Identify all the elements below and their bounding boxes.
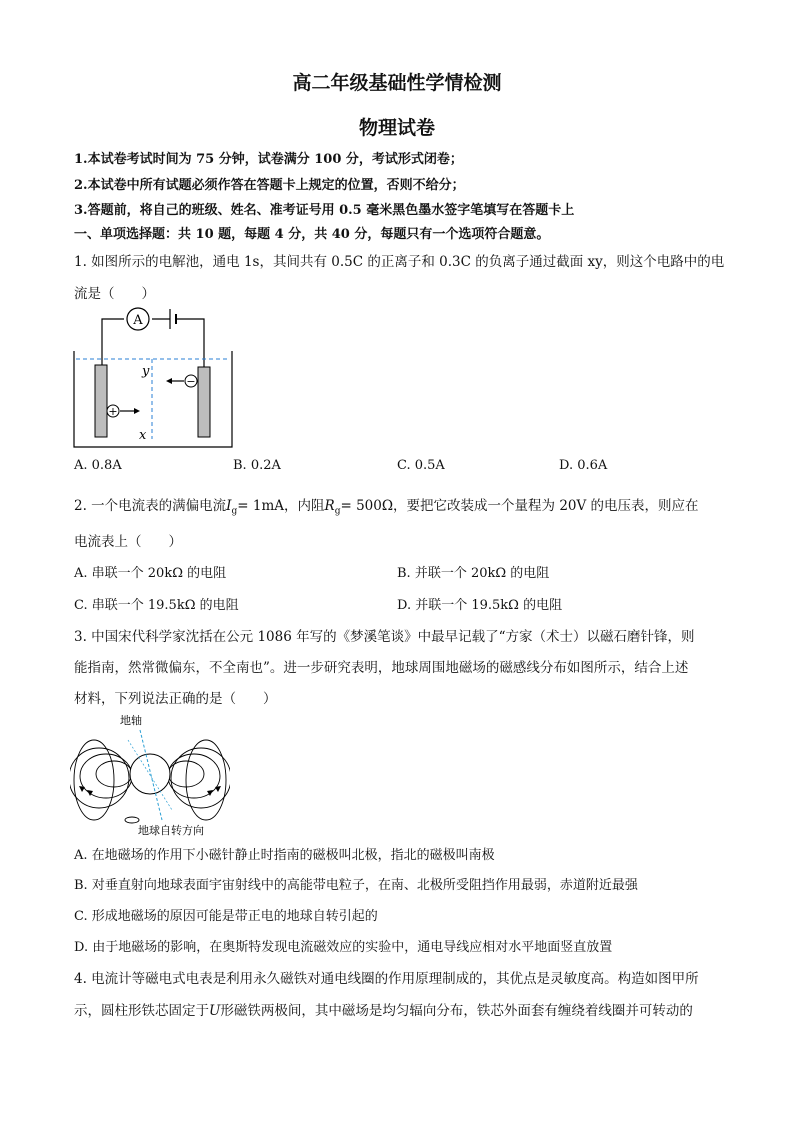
q2-stem-line1: 2. 一个电流表的满偏电流$I_g= 1mA$，内阻$R_g= 500\Omega$，要把它改装成一个量程为 20V 的电压表，则应在 bbox=[74, 498, 699, 517]
ammeter-icon bbox=[127, 308, 149, 330]
q2-option-c[interactable]: C. 串联一个 19.5kΩ 的电阻 bbox=[74, 598, 239, 613]
q1-option-d[interactable]: D. 0.6A bbox=[559, 458, 608, 473]
q3-option-d[interactable]: D. 由于地磁场的影响，在奥斯特发现电流磁效应的实验中，通电导线应相对水平地面竖直放置 bbox=[74, 940, 613, 955]
q1-option-b[interactable]: B. 0.2A bbox=[233, 458, 281, 473]
note-1: 1.本试卷考试时间为 75 分钟，试卷满分 100 分，考试形式闭卷； bbox=[74, 152, 463, 167]
q3-stem-line1: 3. 中国宋代科学家沈括在公元 1086 年写的《梦溪笔谈》中最早记载了“方家（术士）以磁石磨针锋，则 bbox=[74, 629, 695, 645]
q1-stem-line1: 1. 如图所示的电解池，通电 1s，其间共有 0.5C 的正离子和 0.3C 的负离子通过截面 xy，则这个电路中的电 bbox=[74, 254, 725, 270]
q3-option-a[interactable]: A. 在地磁场的作用下小磁针静止时指南的磁极叫北极，指北的磁极叫南极 bbox=[74, 848, 495, 863]
q4-stem-line1: 4. 电流计等磁电式电表是利用永久磁铁对通电线圈的作用原理制成的，其优点是灵敏度高。构造如图甲所 bbox=[74, 971, 699, 987]
q3-option-c[interactable]: C. 形成地磁场的原因可能是带正电的地球自转引起的 bbox=[74, 909, 378, 924]
q2-stem-line2: 电流表上（ ） bbox=[74, 534, 182, 550]
note-2: 2.本试卷中所有试题必须作答在答题卡上规定的位置，否则不给分； bbox=[74, 178, 465, 193]
q3-stem-line3: 材料，下列说法正确的是（ ） bbox=[74, 691, 277, 707]
label-x: x bbox=[139, 428, 147, 443]
q2-option-a[interactable]: A. 串联一个 20kΩ 的电阻 bbox=[74, 566, 227, 581]
q2-option-d[interactable]: D. 并联一个 19.5kΩ 的电阻 bbox=[397, 598, 563, 613]
q4-stem-line2: 示，圆柱形铁芯固定于U形磁铁两极间，其中磁场是均匀辐向分布，铁芯外面套有缠绕着线圈并可转动的 bbox=[74, 1003, 693, 1019]
label-y: y bbox=[142, 364, 150, 379]
earth-magnetic-field-figure bbox=[70, 710, 230, 838]
q1-option-c[interactable]: C. 0.5A bbox=[397, 458, 445, 473]
q3-option-b[interactable]: B. 对垂直射向地球表面宇宙射线中的高能带电粒子，在南、北极所受阻挡作用最弱，赤道附近最强 bbox=[74, 878, 638, 893]
earth-axis-label: 地轴 bbox=[120, 714, 142, 727]
positive-ion-icon bbox=[107, 405, 119, 418]
q2-option-b[interactable]: B. 并联一个 20kΩ 的电阻 bbox=[397, 566, 550, 581]
note-3: 3.答题前，将自己的班级、姓名、准考证号用 0.5 毫米黑色墨水签字笔填写在答题卡上 bbox=[74, 203, 575, 218]
exam-title: 高二年级基础性学情检测 bbox=[292, 72, 502, 94]
negative-ion-icon bbox=[185, 375, 197, 388]
q1-stem-line2: 流是（ ） bbox=[74, 286, 155, 302]
svg-text:A: A bbox=[133, 313, 143, 328]
q1-option-a[interactable]: A. 0.8A bbox=[74, 458, 122, 473]
electrolytic-cell-figure bbox=[72, 305, 238, 450]
exam-subtitle: 物理试卷 bbox=[358, 117, 435, 139]
earth-rotation-label: 地球自转方向 bbox=[138, 824, 204, 837]
q3-stem-line2: 能指南，然常微偏东，不全南也”。进一步研究表明，地球周围地磁场的磁感线分布如图所示，结合上述 bbox=[74, 660, 689, 676]
svg-text:+: + bbox=[108, 405, 118, 418]
svg-text:−: − bbox=[186, 375, 196, 388]
section-1-heading: 一、单项选择题：共 10 题，每题 4 分，共 40 分，每题只有一个选项符合题意。 bbox=[74, 227, 550, 242]
